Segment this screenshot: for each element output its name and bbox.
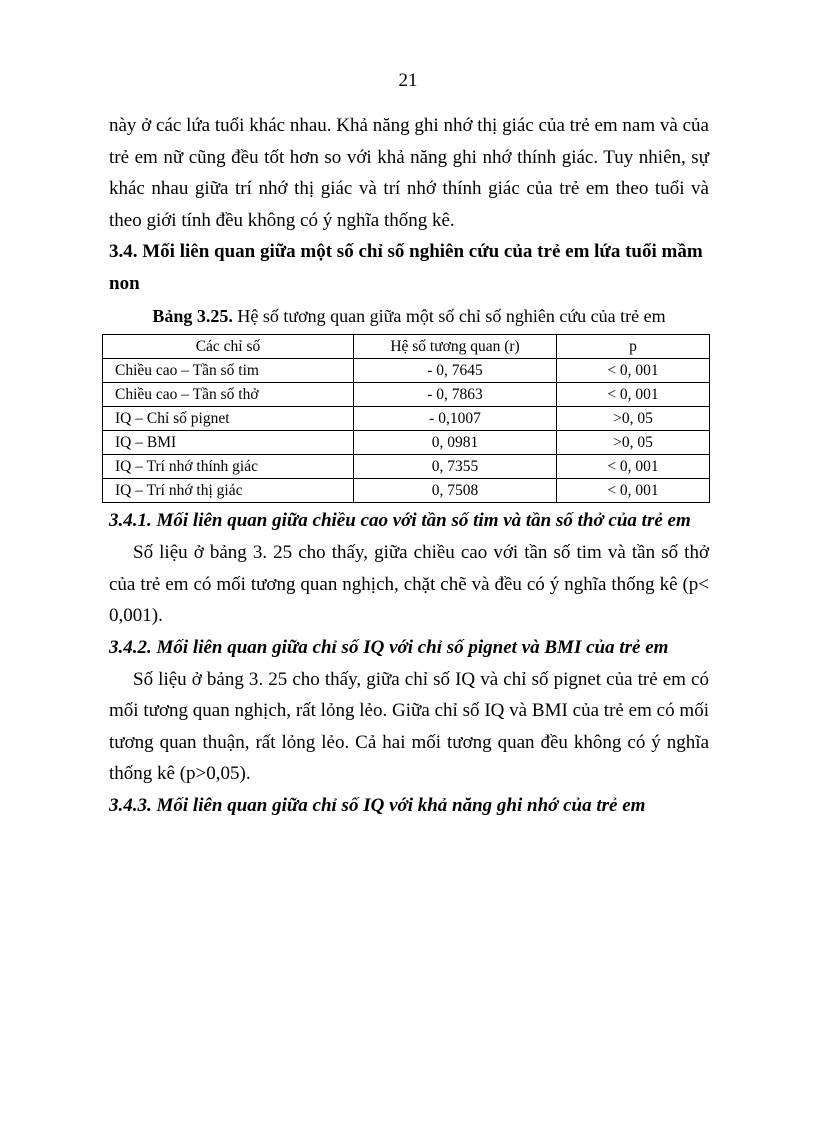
table-row: [103, 407, 710, 431]
table-row: [103, 383, 710, 407]
section-heading-3-4-1: 3.4.1. Mối liên quan giữa chiều cao với tần số tim và tần số thở của trẻ em: [109, 510, 691, 531]
cell-p: < 0, 001: [557, 359, 710, 383]
cell-indices: IQ – Trí nhớ thính giác: [103, 455, 354, 479]
table-caption-label: Bảng 3.25.: [152, 306, 233, 326]
header-correlation: Hệ số tương quan (r): [354, 335, 557, 359]
paragraph-3-4-1: Số liệu ở bảng 3. 25 cho thấy, giữa chiều cao với tần số tim và tần số thở của trẻ em có mối tương quan nghịch, chặt chẽ và đều có ý nghĩa thống kê (p< 0,001).: [109, 542, 709, 626]
section-heading-3-4-2: 3.4.2. Mối liên quan giữa chỉ số IQ với chỉ số pignet và BMI của trẻ em: [109, 636, 669, 658]
cell-indices: IQ – Chỉ số pignet: [103, 407, 354, 431]
paragraph-3-4-2: Số liệu ở bảng 3. 25 cho thấy, giữa chỉ số IQ và chỉ số pignet của trẻ em có mối tương quan nghịch, rất lỏng lẻo. Giữa chỉ số IQ và BMI của trẻ em có mối tương quan thuận, rất lỏng lẻo. Cả hai mối tương quan đều không có ý nghĩa thống kê (p>0,05).: [109, 668, 709, 784]
table-row: [103, 431, 710, 455]
cell-indices: Chiều cao – Tần số tim: [103, 359, 354, 383]
table-row: [103, 455, 710, 479]
page-content: [109, 110, 709, 822]
cell-r: 0, 7508: [354, 479, 557, 503]
cell-r: - 0, 7863: [354, 383, 557, 407]
table-row: [103, 359, 710, 383]
cell-indices: IQ – Trí nhớ thị giác: [103, 479, 354, 503]
section-heading-3-4-3: 3.4.3. Mối liên quan giữa chỉ số IQ với khả năng ghi nhớ của trẻ em: [109, 794, 646, 816]
correlation-table: [102, 334, 710, 503]
cell-p: < 0, 001: [557, 479, 710, 503]
cell-p: < 0, 001: [557, 383, 710, 407]
cell-indices: IQ – BMI: [103, 431, 354, 455]
cell-p: >0, 05: [557, 407, 710, 431]
cell-r: - 0, 7645: [354, 359, 557, 383]
cell-p: < 0, 001: [557, 455, 710, 479]
table-caption: [109, 304, 709, 328]
cell-p: >0, 05: [557, 431, 710, 455]
cell-r: - 0,1007: [354, 407, 557, 431]
header-p: p: [557, 335, 710, 359]
table-row: [103, 479, 710, 503]
cell-r: 0, 0981: [354, 431, 557, 455]
table-caption-text: Hệ số tương quan giữa một số chỉ số nghiên cứu của trẻ em: [232, 306, 666, 326]
table-header-row: [103, 335, 710, 359]
cell-indices: Chiều cao – Tần số thở: [103, 383, 354, 407]
intro-paragraph: này ở các lứa tuổi khác nhau. Khả năng ghi nhớ thị giác của trẻ em nam và của trẻ em nữ cũng đều tốt hơn so với khả năng ghi nhớ thính giác. Tuy nhiên, sự khác nhau giữa trí nhớ thị giác và trí nhớ thính giác của trẻ em theo tuổi và theo giới tính đều không có ý nghĩa thống kê.: [109, 115, 709, 231]
header-indices: Các chỉ số: [103, 335, 354, 359]
page-number: 21: [398, 70, 418, 91]
cell-r: 0, 7355: [354, 455, 557, 479]
section-heading-3-4: 3.4. Mối liên quan giữa một số chỉ số nghiên cứu của trẻ em lứa tuổi mầm non: [109, 241, 703, 294]
